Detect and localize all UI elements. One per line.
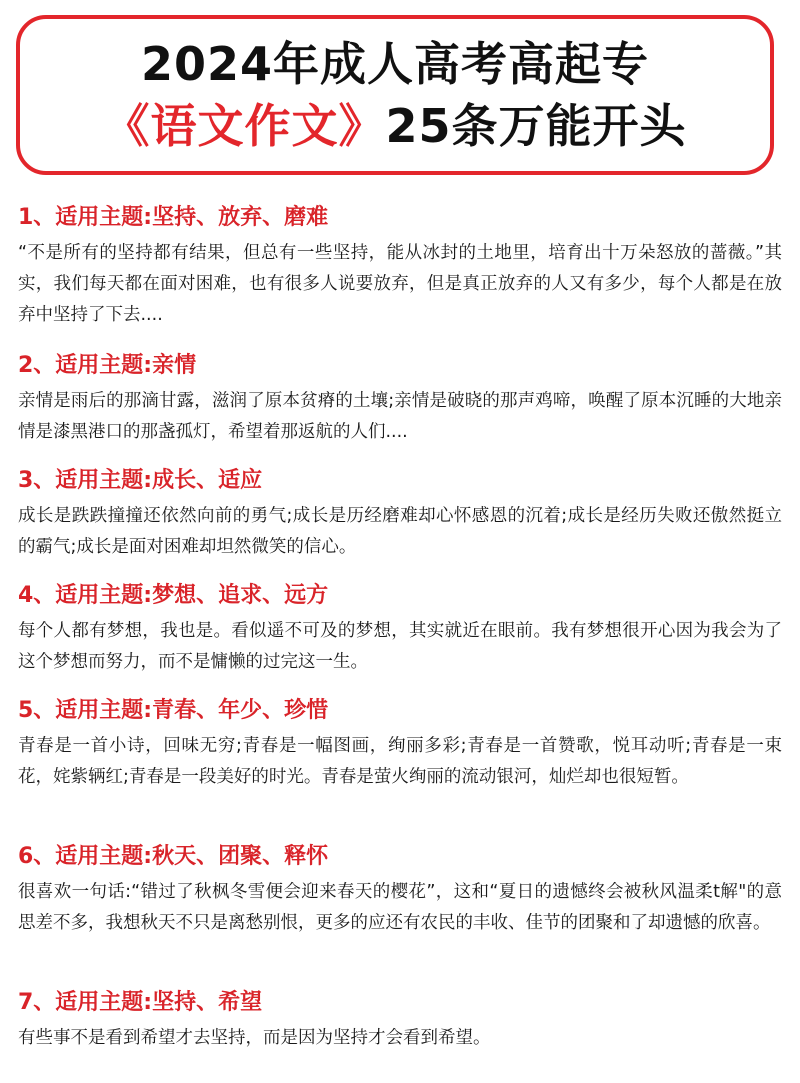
section-body: “不是所有的坚持都有结果，但总有一些坚持，能从冰封的土地里，培育出十万朵怒放的蔷薇。”其实，我们每天都在面对困难，也有很多人说要放弃，但是真正放弃的人又有多少，每个人都是在放弃中坚持了下去.... — [18, 243, 782, 325]
section-heading: 4、适用主题:梦想、追求、远方 — [18, 583, 329, 608]
title-line-2-rest: 25条万能开头 — [385, 99, 687, 153]
section-heading: 1、适用主题:坚持、放弃、磨难 — [18, 205, 329, 230]
section-6 — [18, 841, 782, 987]
section-heading: 7、适用主题:坚持、希望 — [18, 990, 263, 1015]
title-line-1: 2024年成人高考高起专 — [140, 37, 650, 91]
section-5 — [18, 695, 782, 841]
section-heading: 5、适用主题:青春、年少、珍惜 — [18, 698, 329, 723]
title-banner — [16, 15, 774, 175]
section-7 — [18, 987, 782, 1077]
section-4 — [18, 580, 782, 695]
section-body: 青春是一首小诗，回味无穷;青春是一幅图画，绚丽多彩;青春是一首赞歌，悦耳动听;青春是一束花，姹紫辆红;青春是一段美好的时光。青春是萤火绚丽的流动银河，灿烂却也很短暂。 — [18, 736, 782, 787]
title-accent: 《语文作文》 — [103, 99, 386, 153]
section-heading: 3、适用主题:成长、适应 — [18, 468, 263, 493]
section-3 — [18, 465, 782, 580]
title-line-2 — [103, 95, 686, 157]
section-body: 每个人都有梦想，我也是。看似遥不可及的梦想，其实就近在眼前。我有梦想很开心因为我会为了这个梦想而努力，而不是慵懒的过完这一生。 — [18, 621, 782, 672]
section-2 — [18, 350, 782, 465]
section-body: 有些事不是看到希望才去坚持，而是因为坚持才会看到希望。 — [18, 1028, 491, 1048]
section-body: 亲情是雨后的那滴甘露，滋润了原本贫瘠的土壤;亲情是破晓的那声鸡啼，唤醒了原本沉睡的大地亲情是漆黑港口的那盏孤灯，希望着那返航的人们.... — [18, 391, 782, 442]
section-heading: 6、适用主题:秋天、团聚、释怀 — [18, 844, 329, 869]
section-1 — [18, 202, 782, 350]
section-heading: 2、适用主题:亲情 — [18, 353, 197, 378]
section-body: 成长是跌跌撞撞还依然向前的勇气;成长是历经磨难却心怀感恩的沉着;成长是经历失败还傲然挺立的霸气;成长是面对困难却坦然微笑的信心。 — [18, 506, 782, 557]
section-body: 很喜欢一句话:“错过了秋枫冬雪便会迎来春天的樱花”，这和“夏日的遗憾终会被秋风温柔t解"的意思差不多，我想秋天不只是离愁别恨，更多的应还有农民的丰收、佳节的团聚和了却遗憾的欣喜。 — [18, 882, 782, 933]
content — [18, 202, 782, 1077]
